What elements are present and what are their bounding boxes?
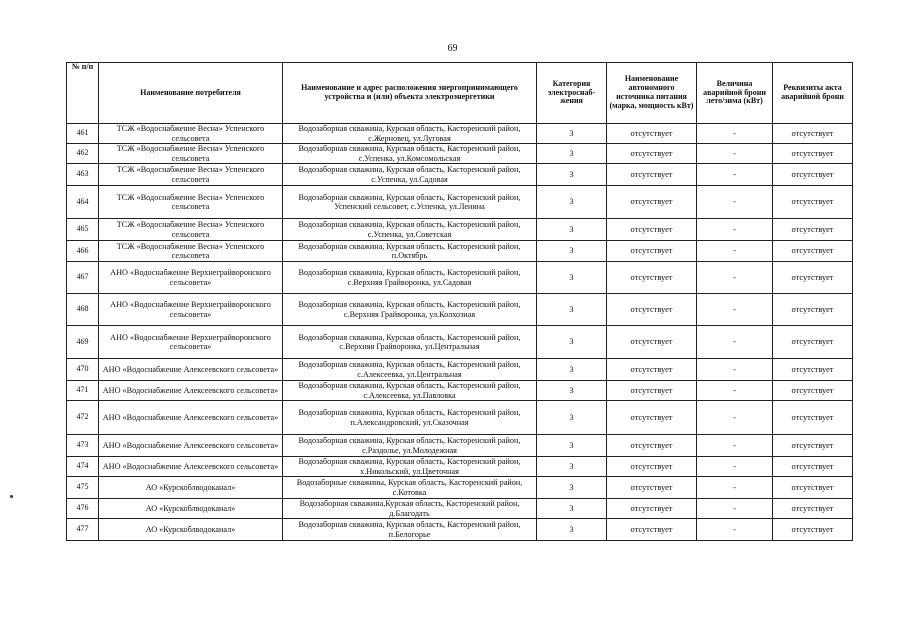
cell-consumer: АНО «Водоснабжение Алексеевского сельсовета» (99, 457, 283, 477)
cell-act: отсутствует (773, 435, 853, 457)
table-row (67, 381, 853, 401)
cell-reserve: - (697, 457, 773, 477)
cell-consumer: ТСЖ «Водоснабжение Весна» Успенского сельсовета (99, 164, 283, 186)
header-source: Наименование автономного источника питания (марка, мощность кВт) (607, 63, 697, 124)
header-consumer: Наименование потребителя (99, 63, 283, 124)
cell-consumer: АНО «Водоснабжение Верхнеграйворонского сельсовета» (99, 262, 283, 294)
cell-category: 3 (537, 326, 607, 359)
cell-num: 464 (67, 186, 99, 219)
cell-address: Водозаборная скважина, Курская область, Касторенский район, с.Успенка, ул.Советская (283, 219, 537, 241)
cell-consumer: АНО «Водоснабжение Алексеевского сельсовета» (99, 401, 283, 435)
cell-category: 3 (537, 241, 607, 262)
cell-source: отсутствует (607, 326, 697, 359)
cell-source: отсутствует (607, 477, 697, 499)
cell-address: Водозаборные скважины, Курская область, Касторенский район, с.Котовка (283, 477, 537, 499)
cell-consumer: АНО «Водоснабжение Верхнеграйворонского сельсовета» (99, 294, 283, 326)
cell-category: 3 (537, 219, 607, 241)
cell-reserve: - (697, 499, 773, 519)
header-address: Наименование и адрес расположения энергопринимающего устройства и (или) объекта электроэнергетики (283, 63, 537, 124)
cell-reserve: - (697, 401, 773, 435)
header-reserve: Величина аварийной брони лето/зима (кВт) (697, 63, 773, 124)
cell-num: 475 (67, 477, 99, 499)
cell-num: 467 (67, 262, 99, 294)
cell-category: 3 (537, 401, 607, 435)
cell-consumer: АНО «Водоснабжение Алексеевского сельсовета» (99, 435, 283, 457)
page-number: 69 (447, 43, 458, 54)
cell-act: отсутствует (773, 186, 853, 219)
cell-reserve: - (697, 124, 773, 144)
cell-category: 3 (537, 381, 607, 401)
cell-source: отсутствует (607, 294, 697, 326)
cell-source: отсутствует (607, 124, 697, 144)
cell-act: отсутствует (773, 124, 853, 144)
cell-category: 3 (537, 164, 607, 186)
cell-source: отсутствует (607, 186, 697, 219)
cell-source: отсутствует (607, 381, 697, 401)
cell-act: отсутствует (773, 519, 853, 541)
cell-reserve: - (697, 326, 773, 359)
cell-act: отсутствует (773, 241, 853, 262)
cell-address: Водозаборная скважина, Курская область, Касторенский район, х.Никольский, ул.Цветочная (283, 457, 537, 477)
table-row (67, 326, 853, 359)
cell-source: отсутствует (607, 499, 697, 519)
cell-num: 476 (67, 499, 99, 519)
header-num: № п/п (67, 63, 99, 124)
cell-address: Водозаборная скважина,Курская область, Касторенский район, д.Благодать (283, 499, 537, 519)
cell-source: отсутствует (607, 262, 697, 294)
table-row (67, 294, 853, 326)
cell-act: отсутствует (773, 401, 853, 435)
cell-address: Водозаборная скважина, Курская область, Касторенский район, п.Белогорье (283, 519, 537, 541)
cell-address: Водозаборная скважина, Курская область, Касторенский район, с.Верхняя Грайворонка, ул.Садовая (283, 262, 537, 294)
cell-reserve: - (697, 359, 773, 381)
cell-reserve: - (697, 477, 773, 499)
table-row (67, 477, 853, 499)
cell-consumer: АНО «Водоснабжение Алексеевского сельсовета» (99, 381, 283, 401)
table-row (67, 219, 853, 241)
table-row (67, 499, 853, 519)
cell-num: 468 (67, 294, 99, 326)
cell-act: отсутствует (773, 164, 853, 186)
cell-address: Водозаборная скважина, Курская область, Касторенский район, с.Алексеевка, ул.Центральная (283, 359, 537, 381)
cell-source: отсутствует (607, 241, 697, 262)
table-row (67, 124, 853, 144)
cell-consumer: ТСЖ «Водоснабжение Весна» Успенского сельсовета (99, 219, 283, 241)
table-row (67, 435, 853, 457)
power-consumers-table (66, 62, 853, 541)
cell-source: отсутствует (607, 359, 697, 381)
cell-reserve: - (697, 186, 773, 219)
cell-source: отсутствует (607, 164, 697, 186)
cell-act: отсутствует (773, 359, 853, 381)
table-row (67, 186, 853, 219)
cell-category: 3 (537, 499, 607, 519)
cell-address: Водозаборная скважина, Курская область, Касторенский район, с.Раздолье, ул.Молодежная (283, 435, 537, 457)
cell-reserve: - (697, 435, 773, 457)
cell-category: 3 (537, 477, 607, 499)
cell-consumer: АО «Курскоблводоканал» (99, 477, 283, 499)
cell-act: отсутствует (773, 499, 853, 519)
cell-consumer: ТСЖ «Водоснабжение Весна» Успенского сельсовета (99, 186, 283, 219)
cell-reserve: - (697, 219, 773, 241)
cell-num: 466 (67, 241, 99, 262)
table-row (67, 164, 853, 186)
cell-num: 465 (67, 219, 99, 241)
cell-consumer: ТСЖ «Водоснабжение Весна» Успенского сельсовета (99, 124, 283, 144)
cell-category: 3 (537, 457, 607, 477)
cell-act: отсутствует (773, 219, 853, 241)
cell-act: отсутствует (773, 144, 853, 164)
cell-act: отсутствует (773, 262, 853, 294)
cell-num: 463 (67, 164, 99, 186)
cell-category: 3 (537, 144, 607, 164)
cell-category: 3 (537, 359, 607, 381)
cell-act: отсутствует (773, 326, 853, 359)
cell-address: Водозаборная скважина, Курская область, Касторенский район, с.Жерновец, ул.Луговая (283, 124, 537, 144)
cell-num: 470 (67, 359, 99, 381)
cell-address: Водозаборная скважина, Курская область, Касторенский район, п.Александровский, ул.Сказочная (283, 401, 537, 435)
cell-consumer: ТСЖ «Водоснабжение Весна» Успенского сельсовета (99, 241, 283, 262)
cell-act: отсутствует (773, 381, 853, 401)
table-row (67, 401, 853, 435)
table-row (67, 359, 853, 381)
cell-reserve: - (697, 241, 773, 262)
cell-num: 461 (67, 124, 99, 144)
cell-act: отсутствует (773, 477, 853, 499)
table-header-row (67, 63, 853, 124)
scan-speck (10, 495, 13, 498)
cell-address: Водозаборная скважина, Курская область, Касторенский район, с.Верхняя Грайворонка, ул.Колхозная (283, 294, 537, 326)
cell-num: 473 (67, 435, 99, 457)
cell-category: 3 (537, 262, 607, 294)
cell-source: отсутствует (607, 401, 697, 435)
cell-num: 471 (67, 381, 99, 401)
table-row (67, 262, 853, 294)
cell-num: 474 (67, 457, 99, 477)
cell-source: отсутствует (607, 519, 697, 541)
cell-num: 462 (67, 144, 99, 164)
cell-reserve: - (697, 262, 773, 294)
cell-num: 472 (67, 401, 99, 435)
cell-address: Водозаборная скважина, Курская область, Касторенский район, с.Алексеевка, ул.Павловка (283, 381, 537, 401)
cell-address: Водозаборная скважина, Курская область, Касторенский район, с.Верхняя Грайворонка, ул.Центральная (283, 326, 537, 359)
cell-consumer: АО «Курскоблводоканал» (99, 519, 283, 541)
header-category: Категория электроснаб-жения (537, 63, 607, 124)
cell-consumer: АО «Курскоблводоканал» (99, 499, 283, 519)
cell-category: 3 (537, 124, 607, 144)
cell-consumer: АНО «Водоснабжение Верхнеграйворонского сельсовета» (99, 326, 283, 359)
cell-num: 477 (67, 519, 99, 541)
cell-act: отсутствует (773, 294, 853, 326)
table-row (67, 144, 853, 164)
cell-num: 469 (67, 326, 99, 359)
cell-consumer: ТСЖ «Водоснабжение Весна» Успенского сельсовета (99, 144, 283, 164)
cell-reserve: - (697, 294, 773, 326)
cell-source: отсутствует (607, 219, 697, 241)
header-act: Реквизиты акта аварийной брони (773, 63, 853, 124)
cell-category: 3 (537, 294, 607, 326)
cell-reserve: - (697, 381, 773, 401)
cell-consumer: АНО «Водоснабжение Алексеевского сельсовета» (99, 359, 283, 381)
table-row (67, 457, 853, 477)
cell-source: отсутствует (607, 435, 697, 457)
cell-address: Водозаборная скважина, Курская область, Касторенский район, Успенский сельсовет, с.Успенка, ул.Ленина (283, 186, 537, 219)
cell-category: 3 (537, 186, 607, 219)
cell-source: отсутствует (607, 457, 697, 477)
cell-reserve: - (697, 519, 773, 541)
cell-address: Водозаборная скважина, Курская область, Касторенский район, с.Успенка, ул.Садовая (283, 164, 537, 186)
cell-act: отсутствует (773, 457, 853, 477)
cell-reserve: - (697, 144, 773, 164)
cell-source: отсутствует (607, 144, 697, 164)
cell-address: Водозаборная скважина, Курская область, Касторенский район, п.Октябрь (283, 241, 537, 262)
table-row (67, 519, 853, 541)
cell-reserve: - (697, 164, 773, 186)
cell-category: 3 (537, 435, 607, 457)
cell-address: Водозаборная скважина, Курская область, Касторенский район, с.Успенка, ул.Комсомольская (283, 144, 537, 164)
cell-category: 3 (537, 519, 607, 541)
table-row (67, 241, 853, 262)
